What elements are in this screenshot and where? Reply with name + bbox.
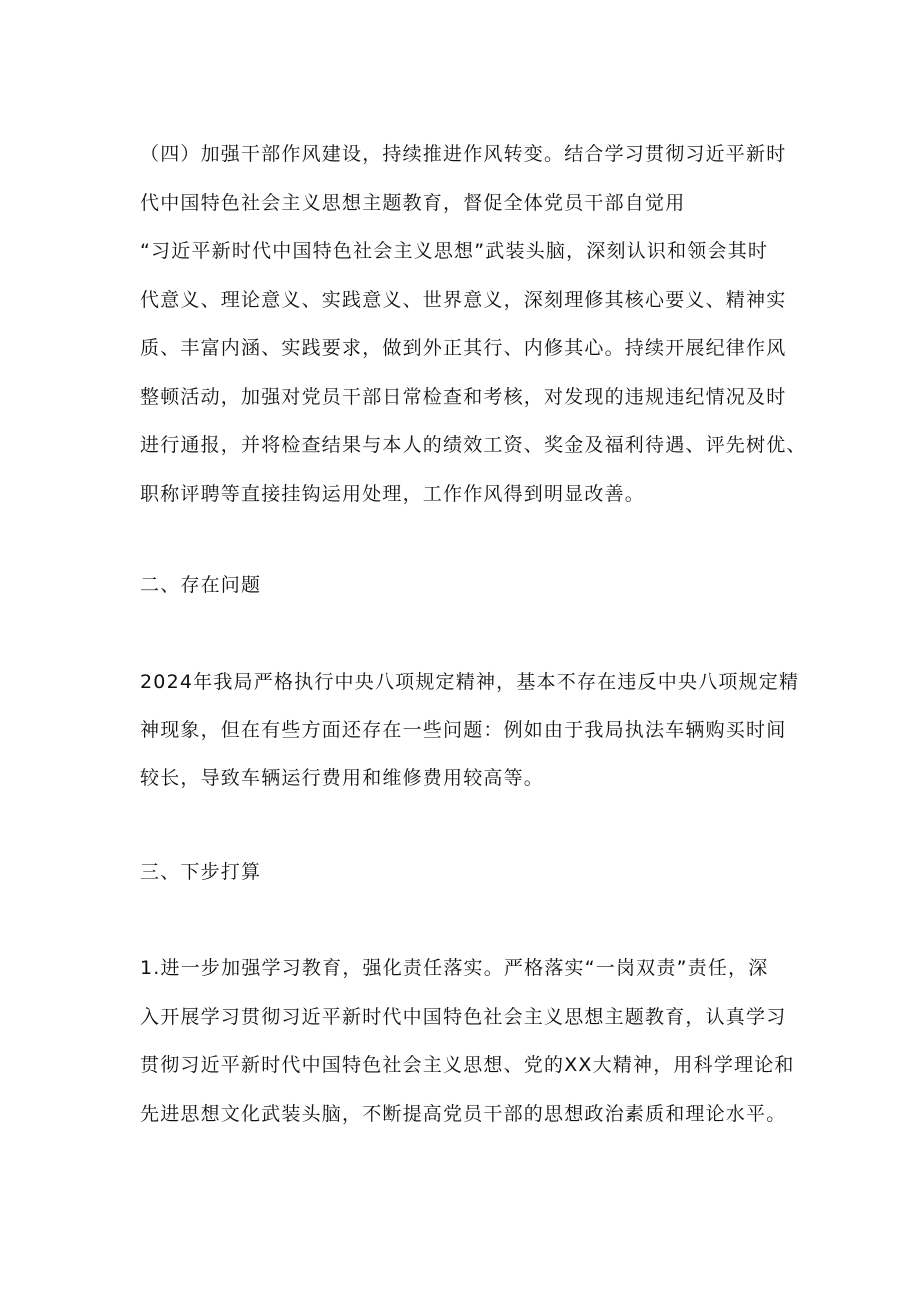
paragraph-line: 1.进一步加强学习教育，强化责任落实。严格落实“一岗双责”责任，深	[140, 957, 769, 979]
paragraph-line: 代中国特色社会主义思想主题教育，督促全体党员干部自觉用	[140, 192, 686, 214]
section-heading-problems: 二、存在问题	[140, 574, 262, 596]
paragraph-line: 入开展学习贯彻习近平新时代中国特色社会主义思想主题教育，认真学习	[140, 1006, 787, 1028]
paragraph-line: 先进思想文化武装头脑，不断提高党员干部的思想政治素质和理论水平。	[140, 1103, 787, 1125]
paragraph-line: “习近平新时代中国特色社会主义思想”武装头脑，深刻认识和领会其时	[140, 240, 769, 262]
paragraph-line: 进行通报，并将检查结果与本人的绩效工资、奖金及福利待遇、评先树优、	[140, 434, 807, 456]
paragraph-line: 较长，导致车辆运行费用和维修费用较高等。	[140, 767, 545, 789]
paragraph-line: 整顿活动，加强对党员干部日常检查和考核，对发现的违规违纪情况及时	[140, 386, 787, 408]
paragraph-line: （四）加强干部作风建设，持续推进作风转变。结合学习贯彻习近平新时	[140, 143, 787, 165]
paragraph-line: 职称评聘等直接挂钩运用处理，工作作风得到明显改善。	[140, 483, 646, 505]
paragraph-line: 代意义、理论意义、实践意义、世界意义，深刻理修其核心要义、精神实	[140, 289, 787, 311]
paragraph-line: 质、丰富内涵、实践要求，做到外正其行、内修其心。持续开展纪律作风	[140, 337, 787, 359]
paragraph-line: 贯彻习近平新时代中国特色社会主义思想、党的XX大精神，用科学理论和	[140, 1054, 795, 1076]
paragraph-line: 神现象，但在有些方面还存在一些问题：例如由于我局执法车辆购买时间	[140, 719, 787, 741]
section-heading-next-steps: 三、下步打算	[140, 861, 262, 883]
paragraph-line: 2024年我局严格执行中央八项规定精神，基本不存在违反中央八项规定精	[140, 671, 800, 693]
